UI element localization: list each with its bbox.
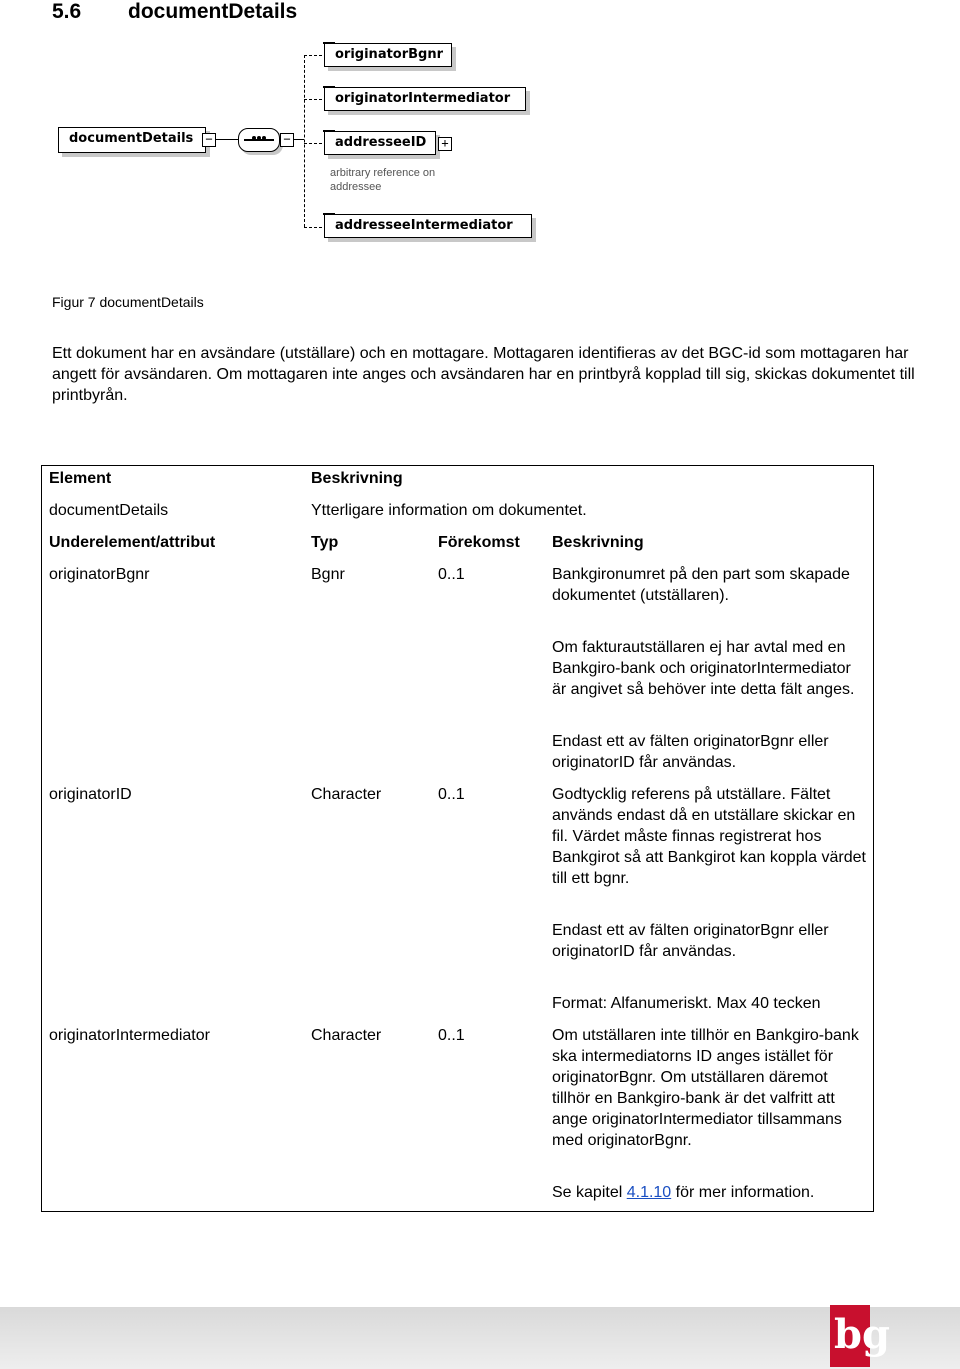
child-node-label: originatorIntermediator <box>335 91 511 106</box>
annotation-line: addressee <box>330 181 382 193</box>
logo-text: bg <box>834 1311 890 1358</box>
column-header: Beskrivning <box>552 534 644 551</box>
attr-type: Character <box>311 786 382 803</box>
root-node <box>58 127 206 153</box>
description-paragraph: Godtycklig referens på utställare. Fältet används endast då en utställare skickar en fil. Värdet måste finnas registrerat hos Bankgirot så att Bankgirot kan koppla värdet till ett bgnr. <box>552 786 866 887</box>
description-paragraph: Endast ett av fälten originatorBgnr eller originatorID får användas. <box>552 922 829 960</box>
attr-type: Bgnr <box>311 566 345 583</box>
branch-line <box>304 99 322 100</box>
section-title: documentDetails <box>128 0 298 23</box>
figure-caption: Figur 7 documentDetails <box>52 294 204 310</box>
table-row <box>42 564 874 784</box>
table-row <box>42 1025 874 1212</box>
element-description: Ytterligare information om dokumentet. <box>311 502 587 519</box>
child-node-originatorintermediator <box>324 87 526 111</box>
branch-line <box>304 227 322 228</box>
connector-line <box>216 139 238 140</box>
column-header: Typ <box>311 534 339 551</box>
column-header: Underelement/attribut <box>49 534 216 551</box>
see-chapter-text: Se kapitel <box>552 1184 627 1201</box>
connector-line <box>294 139 304 140</box>
attr-description <box>545 564 874 784</box>
chapter-link[interactable]: 4.1.10 <box>626 1184 672 1201</box>
description-paragraph: Format: Alfanumeriskt. Max 40 tecken <box>552 995 821 1012</box>
description-paragraph: Bankgironumret på den part som skapade dokumentet (utställaren). <box>552 566 850 604</box>
child-node-label: originatorBgnr <box>335 47 444 62</box>
table-row <box>42 784 874 1025</box>
description-paragraph: Om fakturautställaren ej har avtal med en Bankgiro-bank och originatorIntermediator är angivet så behöver inte detta fält anges. <box>552 639 855 698</box>
column-header: Element <box>49 470 112 487</box>
child-node-originatorbgnr <box>324 43 452 67</box>
see-chapter-text: för mer information. <box>671 1184 815 1201</box>
branch-line <box>304 143 322 144</box>
child-node-addresseeintermediator <box>324 214 532 238</box>
section-heading <box>52 0 297 24</box>
annotation-text <box>330 166 435 194</box>
sub-header-row <box>42 532 874 564</box>
collapse-icon[interactable]: − <box>280 133 294 147</box>
bankgirot-logo <box>830 1305 890 1367</box>
intro-paragraph: Ett dokument har en avsändare (utställare) och en mottagare. Mottagaren identifieras av det BGC-id som mottagaren har angett för avsändaren. Om mottagaren inte anges och avsändaren har en printbyrå kopplad till sig, skickas dokumentet till printbyrån. <box>52 345 915 404</box>
choice-bracket-line <box>304 55 305 227</box>
attr-name: originatorID <box>49 786 132 803</box>
column-header: Förekomst <box>438 534 520 551</box>
description-paragraph: Om utställaren inte tillhör en Bankgiro-bank ska intermediatorns ID anges istället för originatorBgnr. Om utställaren däremot tillhör en Bankgiro-bank är det valfritt att ange originatorIntermediator tillsammans med originatorBgnr. <box>552 1027 859 1149</box>
see-chapter-line <box>552 1182 866 1203</box>
attr-occurrence: 0..1 <box>438 1027 465 1044</box>
description-paragraph: Endast ett av fälten originatorBgnr eller originatorID får användas. <box>552 733 829 771</box>
expand-icon[interactable]: + <box>438 137 452 151</box>
collapse-icon[interactable]: − <box>202 133 216 147</box>
child-node-addresseeid <box>324 131 436 155</box>
attr-name: originatorIntermediator <box>49 1027 210 1044</box>
section-number: 5.6 <box>52 0 82 23</box>
child-node-label: addresseeID <box>335 135 427 150</box>
attr-description <box>545 784 874 1025</box>
element-name: documentDetails <box>49 502 169 519</box>
sequence-icon <box>238 128 280 152</box>
attr-name: originatorBgnr <box>49 566 150 583</box>
attr-description <box>545 1025 874 1212</box>
child-node-label: addresseeIntermediator <box>335 218 513 233</box>
element-row <box>42 500 874 532</box>
column-header: Beskrivning <box>311 470 403 487</box>
attr-occurrence: 0..1 <box>438 566 465 583</box>
table-header-row <box>42 466 874 501</box>
attr-occurrence: 0..1 <box>438 786 465 803</box>
page-footer-band <box>0 1307 960 1369</box>
branch-line <box>304 55 322 56</box>
root-node-label: documentDetails <box>69 131 194 146</box>
spec-table <box>41 465 874 1212</box>
attr-type: Character <box>311 1027 382 1044</box>
annotation-line: arbitrary reference on <box>330 167 436 179</box>
